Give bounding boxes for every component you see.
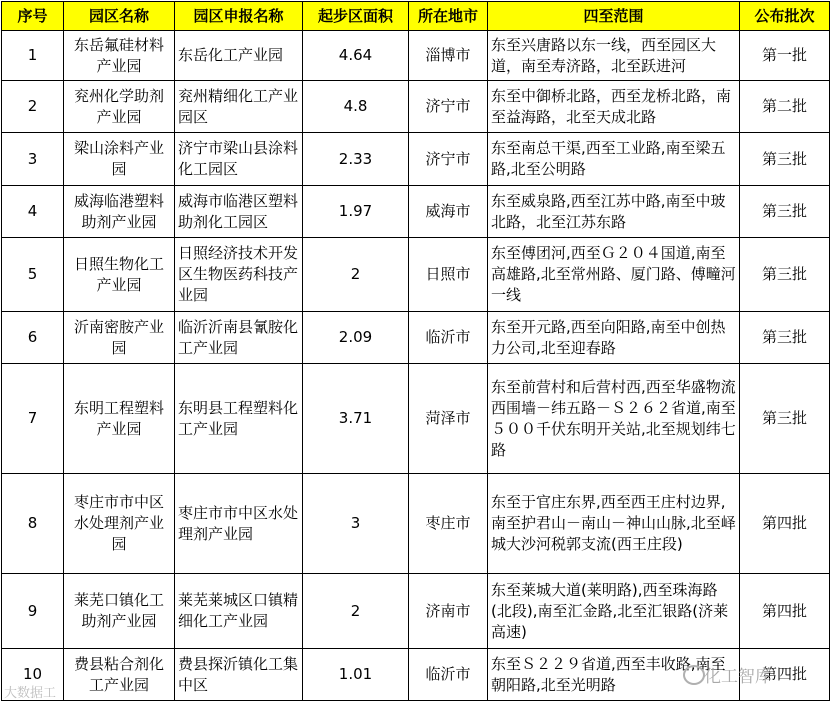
cell-city: 威海市 bbox=[409, 186, 488, 238]
table-row bbox=[2, 474, 830, 574]
cell-boundary: 东至前营村和后营村西,西至华盛物流西围墙－纬五路－Ｓ２６２省道,南至５００千伏东明开关站,北至规划纬七路 bbox=[488, 364, 740, 474]
cell-batch: 第四批 bbox=[740, 474, 830, 574]
wechat-icon bbox=[683, 665, 705, 685]
cell-batch: 第三批 bbox=[740, 312, 830, 364]
cell-area: 2.33 bbox=[303, 133, 409, 186]
cell-no: 5 bbox=[2, 238, 64, 312]
cell-city: 菏泽市 bbox=[409, 364, 488, 474]
cell-area: 3 bbox=[303, 474, 409, 574]
cell-no: 4 bbox=[2, 186, 64, 238]
header-declared-name: 园区申报名称 bbox=[175, 2, 303, 31]
header-area: 起步区面积 bbox=[303, 2, 409, 31]
header-boundary: 四至范围 bbox=[488, 2, 740, 31]
cell-no: 9 bbox=[2, 574, 64, 649]
cell-city: 济南市 bbox=[409, 574, 488, 649]
cell-boundary: 东至兴唐路以东一线，西至园区大道，南至寿济路，北至跃进河 bbox=[488, 31, 740, 81]
cell-no: 3 bbox=[2, 133, 64, 186]
table-row bbox=[2, 574, 830, 649]
cell-area: 1.97 bbox=[303, 186, 409, 238]
cell-boundary: 东至中御桥北路，西至龙桥北路，南至益海路，北至天成北路 bbox=[488, 81, 740, 133]
cell-park-name: 费县粘合剂化工产业园 bbox=[64, 649, 175, 701]
cell-boundary: 东至开元路,西至向阳路,南至中创热力公司,北至迎春路 bbox=[488, 312, 740, 364]
cell-park-name: 东岳氟硅材料产业园 bbox=[64, 31, 175, 81]
cell-park-name: 莱芜口镇化工助剂产业园 bbox=[64, 574, 175, 649]
cell-batch: 第三批 bbox=[740, 238, 830, 312]
cell-area: 2 bbox=[303, 238, 409, 312]
cell-park-name: 兖州化学助剂产业园 bbox=[64, 81, 175, 133]
cell-city: 临沂市 bbox=[409, 649, 488, 701]
cell-declared-name: 费县探沂镇化工集中区 bbox=[175, 649, 303, 701]
cell-city: 枣庄市 bbox=[409, 474, 488, 574]
table-row bbox=[2, 312, 830, 364]
cell-park-name: 东明工程塑料产业园 bbox=[64, 364, 175, 474]
cell-city: 淄博市 bbox=[409, 31, 488, 81]
cell-city: 济宁市 bbox=[409, 81, 488, 133]
cell-park-name: 枣庄市市中区水处理剂产业园 bbox=[64, 474, 175, 574]
cell-park-name: 沂南密胺产业园 bbox=[64, 312, 175, 364]
cell-declared-name: 济宁市梁山县涂料化工园区 bbox=[175, 133, 303, 186]
cell-boundary: 东至威泉路,西至江苏中路,南至中玻北路，北至江苏东路 bbox=[488, 186, 740, 238]
cell-boundary: 东至于官庄东界,西至西王庄村边界,南至护君山－南山－神山山脉,北至峄城大沙河税郭支流(西王庄段) bbox=[488, 474, 740, 574]
cell-park-name: 威海临港塑料助剂产业园 bbox=[64, 186, 175, 238]
cell-park-name: 梁山涂料产业园 bbox=[64, 133, 175, 186]
cell-declared-name: 兖州精细化工产业园区 bbox=[175, 81, 303, 133]
header-city: 所在地市 bbox=[409, 2, 488, 31]
cell-declared-name: 威海市临港区塑料助剂化工园区 bbox=[175, 186, 303, 238]
table-row bbox=[2, 133, 830, 186]
cell-area: 1.01 bbox=[303, 649, 409, 701]
cell-boundary: 东至Ｓ２２９省道,西至丰收路,南至朝阳路,北至光明路 bbox=[488, 649, 740, 701]
header-no: 序号 bbox=[2, 2, 64, 31]
cell-no: 10 bbox=[2, 649, 64, 701]
header-batch: 公布批次 bbox=[740, 2, 830, 31]
cell-area: 2 bbox=[303, 574, 409, 649]
cell-declared-name: 日照经济技术开发区生物医药科技产业园 bbox=[175, 238, 303, 312]
cell-boundary: 东至莱城大道(莱明路),西至珠海路(北段),南至汇金路,北至汇银路(济莱高速) bbox=[488, 574, 740, 649]
cell-area: 4.64 bbox=[303, 31, 409, 81]
watermark-right: 化工智库 bbox=[704, 667, 772, 687]
cell-batch: 第二批 bbox=[740, 81, 830, 133]
cell-boundary: 东至南总干渠,西至工业路,南至梁五路,北至公明路 bbox=[488, 133, 740, 186]
cell-batch: 第三批 bbox=[740, 364, 830, 474]
cell-batch: 第一批 bbox=[740, 31, 830, 81]
cell-no: 6 bbox=[2, 312, 64, 364]
cell-boundary: 东至傅团河,西至Ｇ２０４国道,南至高雄路,北至常州路、厦门路、傅疃河一线 bbox=[488, 238, 740, 312]
cell-city: 济宁市 bbox=[409, 133, 488, 186]
parks-table bbox=[1, 1, 830, 701]
table-header-row bbox=[2, 2, 830, 31]
cell-no: 8 bbox=[2, 474, 64, 574]
cell-declared-name: 临沂沂南县氰胺化工产业园 bbox=[175, 312, 303, 364]
cell-area: 3.71 bbox=[303, 364, 409, 474]
cell-declared-name: 东明县工程塑料化工产业园 bbox=[175, 364, 303, 474]
cell-declared-name: 枣庄市市中区水处理剂产业园 bbox=[175, 474, 303, 574]
table-row bbox=[2, 364, 830, 474]
watermark-left: 大数据工 bbox=[4, 686, 57, 701]
cell-declared-name: 莱芜莱城区口镇精细化工产业园 bbox=[175, 574, 303, 649]
table-row bbox=[2, 186, 830, 238]
table-row bbox=[2, 238, 830, 312]
cell-no: 1 bbox=[2, 31, 64, 81]
cell-batch: 第三批 bbox=[740, 186, 830, 238]
cell-park-name: 日照生物化工产业园 bbox=[64, 238, 175, 312]
cell-no: 7 bbox=[2, 364, 64, 474]
cell-batch: 第三批 bbox=[740, 133, 830, 186]
cell-batch: 第四批 bbox=[740, 574, 830, 649]
cell-area: 4.8 bbox=[303, 81, 409, 133]
cell-city: 临沂市 bbox=[409, 312, 488, 364]
header-park-name: 园区名称 bbox=[64, 2, 175, 31]
cell-no: 2 bbox=[2, 81, 64, 133]
cell-area: 2.09 bbox=[303, 312, 409, 364]
table-row bbox=[2, 81, 830, 133]
cell-declared-name: 东岳化工产业园 bbox=[175, 31, 303, 81]
table-row bbox=[2, 31, 830, 81]
cell-city: 日照市 bbox=[409, 238, 488, 312]
cell-batch: 第四批 bbox=[740, 649, 830, 701]
